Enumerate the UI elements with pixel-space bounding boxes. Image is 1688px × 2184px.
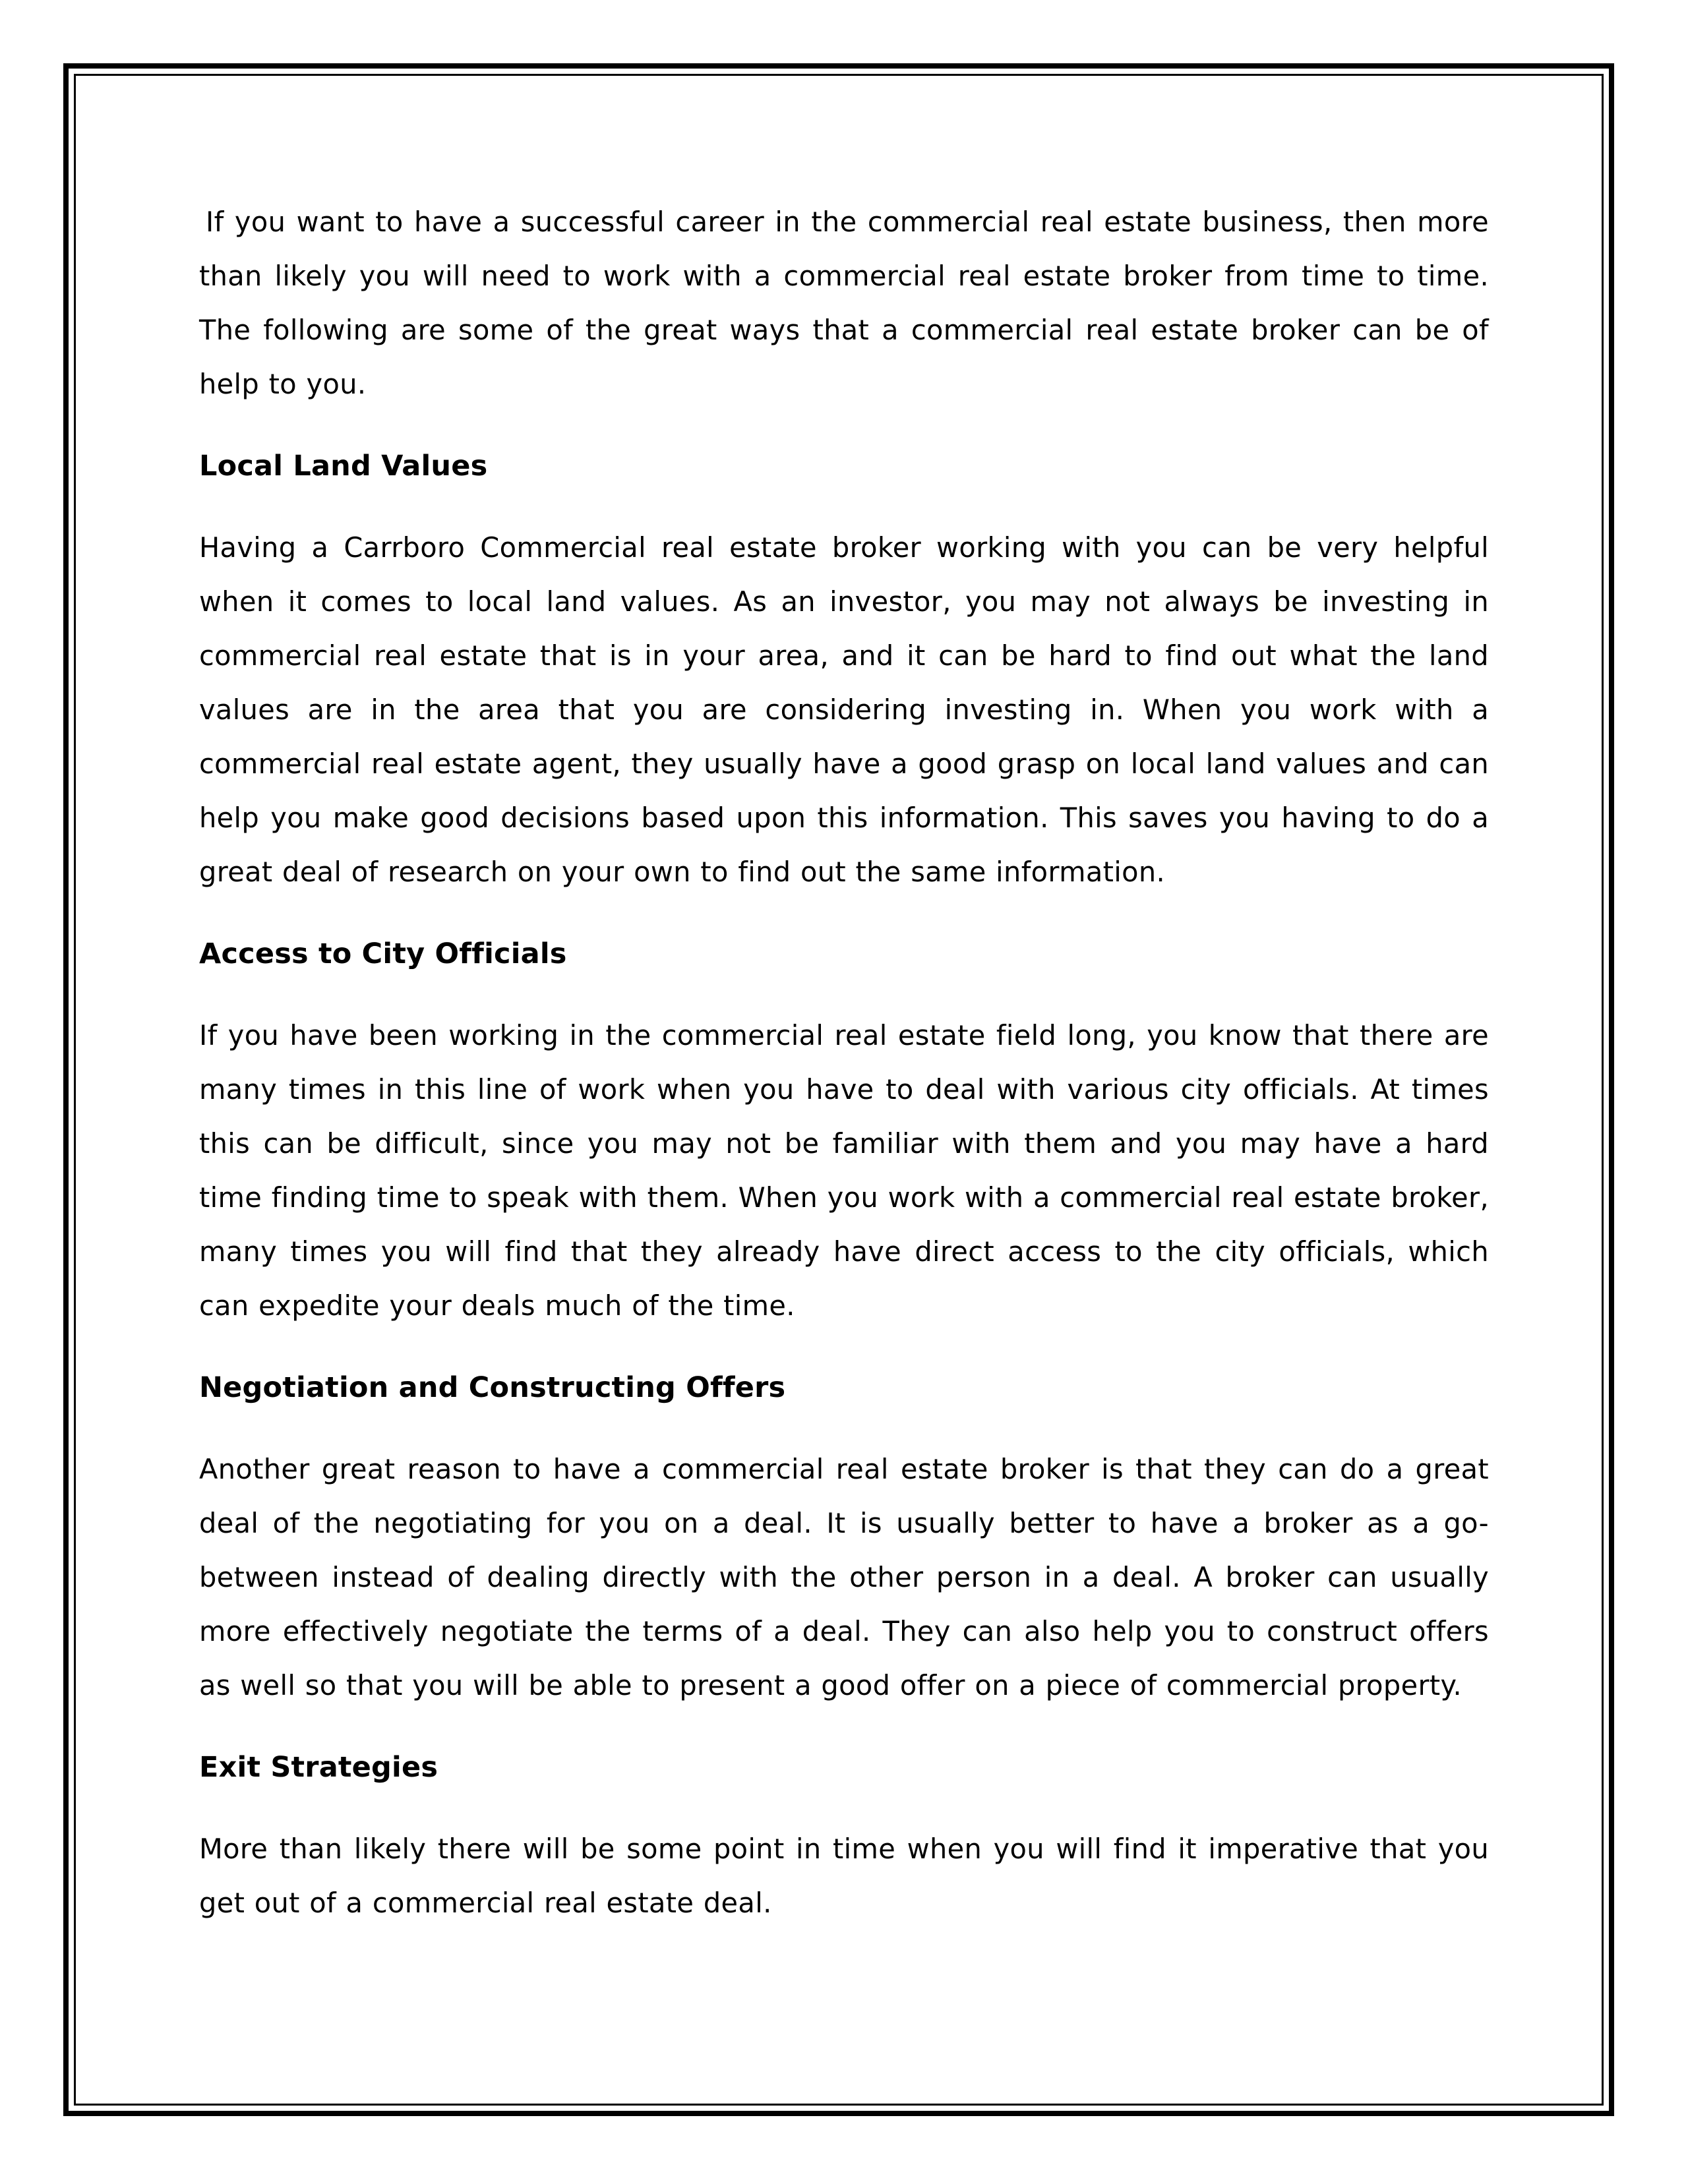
document-body: [199, 195, 1489, 1958]
section-heading-exit-strategies: Exit Strategies: [199, 1751, 438, 1784]
section-body-local-land-values: Having a Carrboro Commercial real estate broker working with you can be very helpful when it comes to local land values. As an investor, you may not always be investing in commercial real estate that is in your area, and it can be hard to find out what the land values are in the area that you are considering investing in. When you work with a commercial real estate agent, they usually have a good grasp on local land values and can help you make good decisions based upon this information. This saves you having to do a great deal of research on your own to find out the same information.: [199, 531, 1489, 888]
section-heading-negotiation: Negotiation and Constructing Offers: [199, 1371, 786, 1404]
section-body-access-to-city-officials: If you have been working in the commercial real estate field long, you know that there are many times in this line of work when you have to deal with various city officials. At times this can be difficult, since you may not be familiar with them and you may have a hard time finding time to speak with them. When you work with a commercial real estate broker, many times you will find that they already have direct access to the city officials, which can expedite your deals much of the time.: [199, 1019, 1489, 1322]
section-body-exit-strategies: More than likely there will be some point in time when you will find it imperative that you get out of a commercial real estate deal.: [199, 1833, 1489, 1919]
section-body-negotiation: Another great reason to have a commercial real estate broker is that they can do a great deal of the negotiating for you on a deal. It is usually better to have a broker as a go-between instead of dealing directly with the other person in a deal. A broker can usually more effectively negotiate the terms of a deal. They can also help you to construct offers as well so that you will be able to present a good offer on a piece of commercial property.: [199, 1453, 1489, 1701]
section-heading-access-to-city-officials: Access to City Officials: [199, 937, 567, 970]
section-heading-local-land-values: Local Land Values: [199, 450, 488, 483]
intro-paragraph: If you want to have a successful career in the commercial real estate business, then more than likely you will need to work with a commercial real estate broker from time to time. The following are some of the great ways that a commercial real estate broker can be of help to you.: [199, 206, 1489, 400]
